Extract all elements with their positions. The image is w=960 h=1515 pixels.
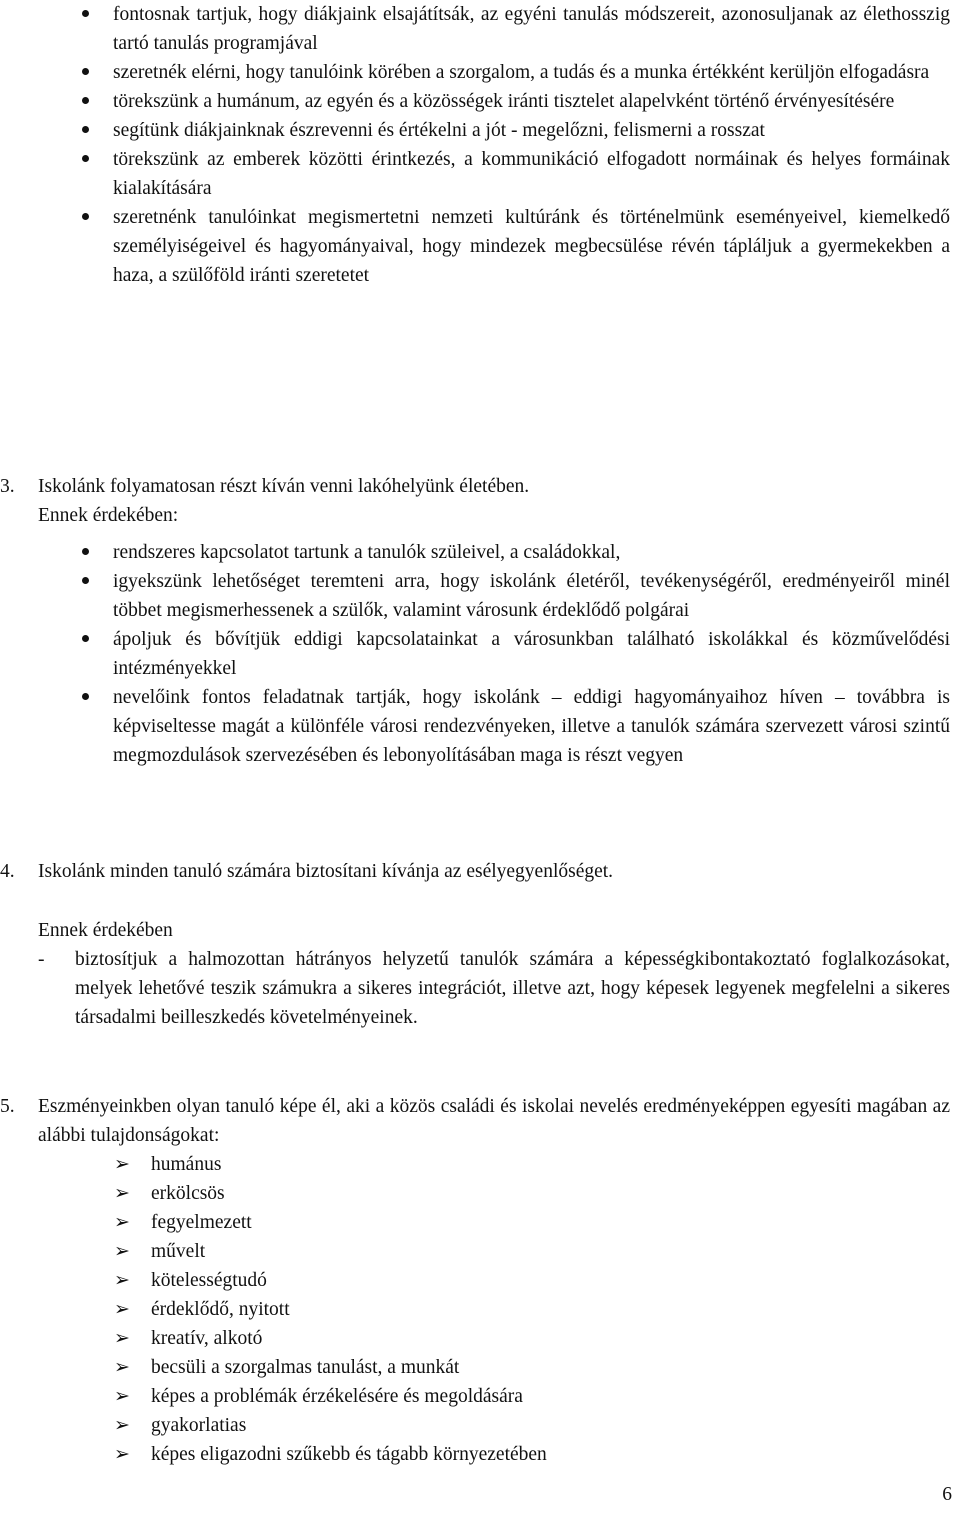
section-5	[0, 1092, 960, 1469]
trait-item	[0, 1150, 960, 1179]
bullet-text: igyekszünk lehetőséget teremteni arra, hogy iskolánk életéről, tevékenységéről, eredményeiről minél többet megismerhessenek a szülők, valamint városunk érdeklődő polgárai	[113, 571, 950, 621]
arrow-bullet-icon: ➢	[114, 1153, 130, 1175]
bullet-text: nevelőink fontos feladatnak tartják, hogy iskolánk – eddigi hagyományaihoz híven – továbbra is képviseltesse magát a különféle városi rendezvényeken, illetve a tanulók számára szervezett városi szintű megmozdulások szervezésében és lebonyolításában maga is részt vegyen	[113, 687, 950, 766]
bullet-list-goals	[0, 0, 960, 290]
arrow-bullet-icon: ➢	[114, 1298, 130, 1320]
arrow-bullet-icon: ➢	[114, 1211, 130, 1233]
trait-text: gyakorlatias	[151, 1415, 247, 1436]
trait-text: kreatív, alkotó	[151, 1328, 263, 1349]
trait-text: képes eligazodni szűkebb és tágabb környezetében	[151, 1444, 547, 1465]
trait-item	[0, 1179, 960, 1208]
bullet-list-item	[0, 0, 960, 58]
section-4	[0, 857, 960, 886]
bullet-dot-icon	[82, 548, 89, 555]
bullet-list-item	[0, 203, 960, 290]
bullet-text: szeretnénk tanulóinkat megismertetni nemzeti kultúránk és történelmünk eseményeivel, kiemelkedő személyiségeivel és hagyományaival, hogy mindezek megbecsülése révén tápláljuk a gyermekekben a haza, a szülőföld iránti szeretetet	[113, 207, 950, 286]
page-number: 6	[942, 1484, 952, 1505]
bullet-dot-icon	[82, 693, 89, 700]
section-4-heading	[0, 857, 960, 886]
section-5-text: Eszményeinkben olyan tanuló képe él, aki a közös családi és iskolai nevelés eredményeképpen egyesíti magában az alábbi tulajdonságokat:	[38, 1096, 950, 1146]
bullet-text: törekszünk a humánum, az egyén és a közösségek iránti tisztelet alapelvként történő érvényesítésére	[113, 91, 895, 112]
section-number: 5.	[0, 1096, 15, 1117]
bullet-text: ápoljuk és bővítjük eddigi kapcsolatainkat a városunkban található iskolákkal és közművelődési intézményekkel	[113, 629, 950, 679]
trait-item	[0, 1324, 960, 1353]
bullet-list-item	[0, 567, 960, 625]
trait-item	[0, 1237, 960, 1266]
trait-text: fegyelmezett	[151, 1212, 252, 1233]
bullet-dot-icon	[82, 577, 89, 584]
trait-item	[0, 1208, 960, 1237]
trait-item	[0, 1411, 960, 1440]
bullet-dot-icon	[82, 97, 89, 104]
bullet-text: szeretnék elérni, hogy tanulóink körében a szorgalom, a tudás és a munka értékként kerüljön elfogadásra	[113, 62, 930, 83]
trait-list	[0, 1150, 960, 1469]
bullet-text: törekszünk az emberek közötti érintkezés, a kommunikáció elfogadott normáinak és helyes formáinak kialakítására	[113, 149, 950, 199]
bullet-list-item	[0, 58, 960, 87]
bullet-list-item	[0, 625, 960, 683]
section-number: 3.	[0, 476, 15, 497]
arrow-bullet-icon: ➢	[114, 1414, 130, 1436]
section-5-paragraph	[0, 1092, 960, 1150]
trait-item	[0, 1353, 960, 1382]
arrow-bullet-icon: ➢	[114, 1240, 130, 1262]
bullet-dot-icon	[82, 10, 89, 17]
trait-item	[0, 1266, 960, 1295]
arrow-bullet-icon: ➢	[114, 1269, 130, 1291]
arrow-bullet-icon: ➢	[114, 1356, 130, 1378]
section-3	[0, 472, 960, 770]
trait-text: kötelességtudó	[151, 1270, 267, 1291]
bullet-list-item	[0, 683, 960, 770]
arrow-bullet-icon: ➢	[114, 1385, 130, 1407]
bullet-dot-icon	[82, 213, 89, 220]
bullet-list-item	[0, 116, 960, 145]
dash-item-text: biztosítjuk a halmozottan hátrányos helyzetű tanulók számára a képességkibontakoztató foglalkozásokat, melyek lehetővé teszik számukra a sikeres integrációt, illetve azt, hogy képesek legyenek megfelelni a sikeres társadalmi beilleszkedés követelményeinek.	[75, 949, 950, 1028]
trait-item	[0, 1295, 960, 1324]
trait-text: becsüli a szorgalmas tanulást, a munkát	[151, 1357, 460, 1378]
dash-marker: -	[38, 949, 45, 970]
bullet-list-item	[0, 145, 960, 203]
bullet-text: segítünk diákjainknak észrevenni és értékelni a jót - megelőzni, felismerni a rosszat	[113, 120, 765, 141]
arrow-bullet-icon: ➢	[114, 1182, 130, 1204]
section-3-heading	[0, 472, 960, 501]
bullet-list-item	[0, 538, 960, 567]
trait-text: erkölcsös	[151, 1183, 225, 1204]
section-title: Iskolánk minden tanuló számára biztosítani kívánja az esélyegyenlőséget.	[38, 861, 614, 882]
trait-text: képes a problémák érzékelésére és megoldására	[151, 1386, 523, 1407]
bullet-dot-icon	[82, 126, 89, 133]
section-3-intro: Ennek érdekében:	[38, 505, 179, 526]
trait-item	[0, 1440, 960, 1469]
trait-text: humánus	[151, 1154, 222, 1175]
trait-item	[0, 1382, 960, 1411]
section-number: 4.	[0, 861, 15, 882]
bullet-text: fontosnak tartjuk, hogy diákjaink elsajátítsák, az egyéni tanulás módszereit, azonosuljanak az élethosszig tartó tanulás programjával	[113, 4, 950, 54]
bullet-dot-icon	[82, 68, 89, 75]
bullet-text: rendszeres kapcsolatot tartunk a tanulók szüleivel, a családokkal,	[113, 542, 621, 563]
bullet-dot-icon	[82, 635, 89, 642]
bullet-list-item	[0, 87, 960, 116]
arrow-bullet-icon: ➢	[114, 1443, 130, 1465]
section-4-body	[0, 916, 960, 1032]
arrow-bullet-icon: ➢	[114, 1327, 130, 1349]
trait-text: művelt	[151, 1241, 206, 1262]
trait-text: érdeklődő, nyitott	[151, 1299, 290, 1320]
section-title: Iskolánk folyamatosan részt kíván venni lakóhelyünk életében.	[38, 476, 530, 497]
dash-list-item	[0, 945, 960, 1032]
section-4-intro: Ennek érdekében	[38, 920, 173, 941]
bullet-dot-icon	[82, 155, 89, 162]
